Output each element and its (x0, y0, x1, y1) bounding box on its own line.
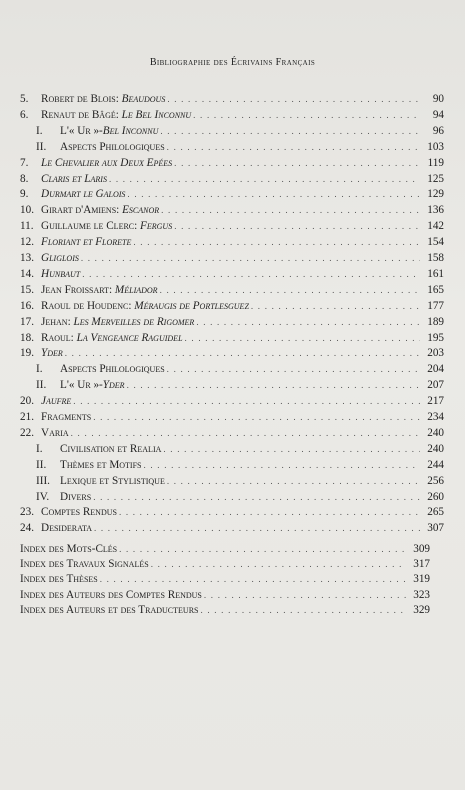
entry-page: 103 (427, 140, 444, 153)
entry-title (60, 378, 125, 393)
entry-page: 136 (427, 204, 444, 217)
index-title: Index des Travaux Signalés (20, 558, 149, 571)
entry-page: 260 (427, 490, 444, 503)
toc-entry (20, 362, 444, 377)
dot-leader (71, 426, 420, 441)
entry-number: 8. (20, 172, 29, 185)
dot-leader (167, 474, 420, 489)
toc-entry (20, 490, 444, 505)
index-page: 317 (413, 558, 430, 571)
toc-entry (20, 235, 444, 250)
entry-title-text: Renaut de Bâgé: (41, 108, 122, 121)
entry-title (41, 235, 131, 250)
entry-number: 16. (20, 299, 34, 312)
entry-title (41, 505, 117, 520)
dot-leader (82, 267, 420, 282)
entry-page: 161 (427, 267, 444, 280)
entry-title (41, 156, 172, 171)
entry-number: II. (36, 379, 47, 392)
index-title: Index des Auteurs et des Traducteurs (20, 603, 199, 616)
entry-number: 7. (20, 156, 29, 169)
dot-leader (193, 108, 420, 123)
entry-title (41, 299, 249, 314)
toc-entry (20, 346, 444, 361)
entry-page: 195 (427, 331, 444, 344)
toc-entry (20, 458, 444, 473)
entry-title-italic: Floriant et Florete (41, 236, 132, 249)
entry-title-italic: Le Chevalier aux Deux Epées (41, 156, 173, 169)
entry-title-text: Divers (60, 490, 92, 503)
entry-page: 307 (427, 522, 444, 535)
entry-title-italic: Méraugis de Portlesguez (134, 299, 249, 312)
entry-title-italic: Durmart le Galois (41, 188, 126, 201)
entry-page: 129 (427, 188, 444, 201)
toc-entry (20, 267, 444, 282)
entry-number: IV. (36, 490, 50, 503)
toc-entry (20, 426, 444, 441)
toc-entry (20, 187, 444, 202)
entry-title (41, 283, 158, 298)
entry-number: 12. (20, 236, 34, 249)
index-title: Index des Mots-Clés (20, 543, 118, 555)
entry-title-italic: Claris et Laris (41, 172, 107, 185)
entry-page: 203 (427, 347, 444, 360)
entry-page: 142 (427, 220, 444, 233)
entry-title (41, 251, 79, 266)
dot-leader (127, 378, 420, 393)
index-page: 319 (413, 573, 430, 586)
entry-number: II. (36, 140, 47, 153)
entry-title (41, 172, 107, 187)
dot-leader (144, 458, 421, 473)
entry-title (60, 140, 165, 155)
index-entry (20, 603, 430, 618)
entry-title (41, 521, 92, 536)
entry-number: 21. (20, 411, 34, 423)
entry-title-italic: Les Merveilles de Rigomer (73, 315, 195, 328)
dot-leader (163, 442, 420, 457)
entry-page: 189 (427, 315, 444, 328)
dot-leader (94, 521, 420, 536)
toc-entry (20, 219, 444, 234)
entry-number: 10. (20, 204, 34, 217)
entry-title-italic: Bel Inconnu (102, 124, 159, 137)
dot-leader (160, 124, 420, 139)
index-title: Index des Thèses (20, 573, 98, 586)
entry-page: 165 (427, 283, 444, 296)
entry-page: 207 (427, 379, 444, 392)
toc-entry (20, 92, 444, 107)
toc-entry (20, 203, 444, 218)
toc-entry (20, 505, 444, 520)
entry-title-text: Jehan: (41, 315, 74, 328)
dot-leader (204, 588, 406, 603)
entry-number: 23. (20, 506, 34, 519)
entry-title-text: Raoul: (41, 331, 77, 344)
toc-entry (20, 172, 444, 187)
entry-page: 94 (432, 108, 444, 121)
entry-title-text: Lexique et Stylistique (60, 474, 165, 487)
index-page: 323 (413, 588, 430, 601)
toc-entry (20, 124, 444, 139)
entry-number: 11. (20, 220, 34, 233)
entry-number: 22. (20, 426, 34, 439)
entry-number: 19. (20, 347, 34, 360)
entry-page: 154 (427, 236, 444, 249)
dot-leader (185, 331, 420, 346)
entry-title-text: Desiderata (41, 522, 92, 535)
toc-entry (20, 108, 444, 123)
toc-entry (20, 521, 444, 536)
entry-title (41, 92, 165, 107)
dot-leader (161, 203, 420, 218)
index-page: 309 (413, 543, 430, 555)
entry-title (41, 187, 125, 202)
dot-leader (73, 394, 420, 409)
dot-leader (174, 156, 420, 171)
dot-leader (127, 187, 420, 202)
entry-number: 15. (20, 283, 34, 296)
entry-page: 204 (427, 363, 444, 376)
toc-entry (20, 299, 444, 314)
entry-number: I. (36, 363, 43, 376)
entry-title-text: Varia (41, 426, 69, 439)
entry-page: 177 (427, 299, 444, 312)
entry-title (60, 458, 142, 473)
dot-leader (167, 140, 420, 155)
entry-title (41, 394, 71, 409)
index-page: 329 (413, 603, 430, 616)
running-header: Bibliographie des Écrivains Français (149, 57, 316, 68)
dot-leader (93, 490, 420, 505)
entry-title-italic: Gliglois (41, 252, 79, 264)
entry-title (41, 219, 172, 234)
entry-number: II. (36, 458, 47, 471)
entry-title (60, 474, 165, 489)
toc-entry (20, 315, 444, 330)
index-entry (20, 572, 430, 587)
dot-leader (251, 299, 420, 314)
entry-title (60, 442, 161, 457)
dot-leader (196, 315, 420, 330)
entry-title-italic: Jaufre (41, 395, 72, 408)
index-title: Index des Auteurs des Comptes Rendus (20, 588, 202, 601)
entry-number: III. (36, 474, 50, 487)
dot-leader (174, 219, 420, 234)
entry-title-text: Guillaume le Clerc: (41, 220, 141, 233)
entry-title (41, 203, 159, 218)
entry-title-italic: Yder (41, 347, 63, 360)
entry-title-text: Thèmes et Motifs (60, 458, 142, 471)
toc-entry (20, 410, 444, 425)
dot-leader (119, 505, 420, 520)
dot-leader (81, 251, 420, 266)
toc-entry (20, 331, 444, 346)
entry-title-italic: Le Bel Inconnu (121, 108, 192, 121)
entry-title-italic: Hunbaut (41, 267, 81, 280)
dot-leader (93, 410, 420, 425)
entry-number: I. (36, 442, 43, 455)
entry-page: 240 (427, 442, 444, 455)
entry-title-text: Comptes Rendus (41, 506, 117, 519)
entry-number: 6. (20, 108, 29, 121)
entry-title (60, 124, 158, 139)
entry-title-italic: Fergus (140, 220, 173, 233)
entry-number: 9. (20, 188, 29, 201)
toc-entry (20, 140, 444, 155)
entry-title-italic: Méliador (114, 283, 158, 296)
entry-page: 125 (427, 172, 444, 185)
entry-title-text: Jean Froissart: (41, 283, 115, 296)
toc-entry (20, 251, 444, 266)
entry-page: 240 (427, 426, 444, 439)
toc-entry (20, 156, 444, 171)
dot-leader (100, 572, 406, 587)
entry-title-text: L'« Ur »- (60, 124, 103, 137)
dot-leader (119, 542, 406, 557)
entry-page: 256 (427, 474, 444, 487)
index-entry (20, 588, 430, 603)
dot-leader (133, 235, 420, 250)
dot-leader (167, 92, 420, 107)
index-entry (20, 557, 430, 572)
toc-entry (20, 378, 444, 393)
entry-number: 13. (20, 252, 34, 264)
entry-title-italic: Escanor (122, 204, 160, 217)
entry-title (41, 346, 63, 361)
entry-number: 14. (20, 267, 34, 280)
entry-number: 20. (20, 395, 34, 408)
entry-page: 234 (427, 411, 444, 423)
entry-title-italic: Yder (102, 379, 125, 392)
dot-leader (65, 346, 420, 361)
entry-title-text: L'« Ur »- (60, 379, 103, 392)
dot-leader (109, 172, 420, 187)
toc-entry (20, 283, 444, 298)
entry-title (60, 362, 165, 377)
entry-page: 217 (427, 395, 444, 408)
entry-title-text: Girart d'Amiens: (41, 204, 123, 217)
entry-page: 244 (427, 458, 444, 471)
entry-title-text: Aspects Philologiques (60, 140, 165, 153)
entry-page: 96 (432, 124, 444, 137)
entry-title (41, 426, 69, 441)
toc-entry (20, 442, 444, 457)
entry-title (41, 315, 194, 330)
index-entry (20, 542, 430, 557)
entry-page: 90 (432, 93, 444, 105)
entry-number: 18. (20, 331, 34, 344)
entry-page: 265 (427, 506, 444, 519)
entry-title-text: Fragments (41, 411, 92, 423)
toc-entry (20, 394, 444, 409)
dot-leader (200, 603, 406, 618)
entry-title (41, 410, 91, 425)
entry-title (41, 267, 80, 282)
entry-number: 5. (20, 93, 29, 105)
entry-title-text: Robert de Blois: (41, 93, 122, 105)
entry-title-text: Aspects Philologiques (60, 363, 165, 376)
entry-number: I. (36, 124, 43, 137)
entry-number: 24. (20, 522, 34, 535)
entry-title-text: Raoul de Houdenc: (41, 299, 135, 312)
entry-title-text: Civilisation et Realia (60, 442, 162, 455)
entry-title (41, 108, 191, 123)
entry-title-italic: La Vengeance Raguidel (76, 331, 183, 344)
entry-title (41, 331, 183, 346)
entry-title-italic: Beaudous (121, 93, 166, 105)
dot-leader (160, 283, 420, 298)
entry-page: 119 (427, 156, 444, 169)
entry-title (60, 490, 91, 505)
entry-page: 158 (427, 252, 444, 264)
toc-entry (20, 474, 444, 489)
dot-leader (151, 557, 406, 572)
dot-leader (167, 362, 420, 377)
entry-number: 17. (20, 315, 34, 328)
